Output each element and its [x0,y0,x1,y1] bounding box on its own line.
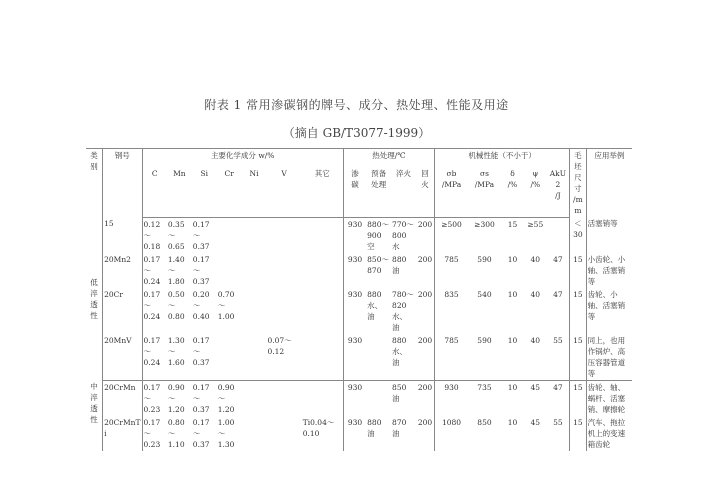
delta-header: δ /% [501,167,524,217]
use-cell: 汽车、拖拉 机上的变速 箱齿轮 [587,417,626,449]
header-row-2 [86,167,632,217]
delta-cell: 15 [507,219,518,229]
blank-size-cell: 15 [570,334,587,381]
ni-header: Ni [242,167,267,217]
si-cell: 0.17～ 0.37 [192,417,210,449]
steel-table [86,148,632,451]
aku-cell: 55 [547,334,570,381]
sigma-b-cell: ≥500 [441,219,462,229]
c-cell: 0.17～ 0.24 [143,254,161,286]
mn-cell: 0.80～ 1.10 [167,417,185,449]
si-cell: 0.17～ 0.37 [192,334,217,381]
pre-treatment-cell [366,380,391,416]
cr-cell [217,334,242,381]
cr-cell: 0.70～ 1.00 [217,289,235,321]
pre-treatment-cell: 880～ 900 空 [367,219,389,251]
delta-cell: 10 [507,289,518,299]
mn-cell: 0.50～ 0.80 [167,289,185,321]
mn-cell: 0.90～ 1.20 [167,382,185,414]
use-cell: 同上，也用 作锅炉、高 压容器管道 等 [586,334,632,381]
sigma-s-header: σs /MPa [468,167,501,217]
blank-size-cell: ＜ 30 [570,217,587,253]
quench-cell: 870 油 [392,417,407,438]
cr-cell [217,217,242,253]
psi-cell: 45 [530,382,541,392]
aku-cell: 47 [547,288,570,334]
mn-cell: 1.40～ 1.80 [167,254,185,286]
other-cell [302,380,344,416]
sigma-s-cell: 590 [468,334,501,381]
si-cell: 0.20～ 0.40 [192,289,210,321]
delta-cell: 10 [501,334,524,381]
ni-cell [242,253,267,288]
cr-cell [217,253,242,288]
si-cell: 0.17～ 0.37 [192,219,210,251]
aku-cell: 47 [547,380,570,416]
carburize-cell: 930 [343,334,366,381]
use-cell: 活塞销等 [587,219,618,228]
cr-header: Cr [217,167,242,217]
quench-cell: 850 油 [392,382,407,403]
grade-cell: 20CrMnTi [103,416,142,451]
mn-header: Mn [167,167,192,217]
quench-cell: 770～ 800 水 [392,219,414,251]
category-cell: 中 淬 透 性 [86,380,103,451]
blank-size-cell: 15 [570,253,587,288]
si-header: Si [192,167,217,217]
other-cell [302,288,344,334]
pre-treatment-cell: 880 油 [367,417,382,438]
other-cell [302,334,344,381]
temper-cell: 200 [416,334,435,381]
mechanical-header: 机械性能（不小于） [435,149,570,168]
header-row-1 [86,149,632,168]
v-cell [266,416,301,451]
psi-header: ψ /% [524,167,547,217]
use-cell: 齿轮、轴、 蜗杆、活塞 销、摩擦轮 [587,382,626,414]
mn-cell: 1.30～ 1.60 [167,334,192,381]
mn-cell: 0.35～ 0.65 [167,219,185,251]
carburize-cell: 930 [347,254,363,264]
use-cell: 小齿轮、小 轴、活塞销 等 [587,254,626,286]
grade-cell: 20Mn2 [103,253,142,288]
si-cell: 0.17～ 0.37 [192,254,210,286]
sigma-b-header: σb /MPa [435,167,468,217]
use-header: 应用举例 [586,149,632,218]
quench-header: 淬火 [391,167,416,217]
v-cell [266,217,301,253]
quench-cell: 780～ 820 水、 油 [392,289,414,332]
v-header: V [266,167,301,217]
v-cell: 0.07～ 0.12 [266,334,301,381]
c-cell: 0.17～ 0.24 [143,289,161,321]
ni-cell [242,334,267,381]
table-row [86,416,632,451]
carburize-header: 渗 碳 [343,167,366,217]
c-cell: 0.17～ 0.24 [142,334,167,381]
table-subtitle: （摘自 GB/T3077-1999） [282,126,431,140]
sigma-b-cell: 1080 [441,417,462,427]
table-row [86,380,632,416]
temper-header: 回 火 [416,167,435,217]
temper-cell: 200 [416,380,435,416]
quench-cell: 880 油 [392,254,407,275]
psi-cell: 45 [530,417,541,427]
blank-size-header: 毛 坯 尺 寸 /mm [570,149,587,218]
sigma-s-cell: 590 [477,254,492,264]
pre-treatment-cell: 880 水、 油 [367,289,383,321]
grade-cell: 20CrMn [103,380,142,416]
blank-size-cell: 15 [570,416,587,451]
carburize-cell: 930 [347,289,363,299]
cr-cell: 0.90～ 1.20 [217,382,235,414]
v-cell [266,288,301,334]
temper-cell: 200 [416,288,435,334]
table-row [86,253,632,288]
other-cell [302,217,344,253]
psi-cell: 40 [530,254,541,264]
temper-cell: 200 [416,217,435,253]
delta-cell: 10 [507,417,518,427]
sigma-b-cell: 785 [444,254,459,264]
ni-cell [242,416,267,451]
carburize-cell: 930 [347,417,363,427]
v-cell [266,380,301,416]
carburize-cell: 930 [347,219,363,229]
delta-cell: 10 [507,382,518,392]
category-cell: 低 淬 透 性 [86,217,103,380]
quench-cell: 880 水、 油 [391,334,416,381]
grade-header: 钢号 [103,149,142,218]
use-cell: 齿轮、小 轴、活塞销 等 [587,289,626,321]
psi-cell: 40 [524,334,547,381]
v-cell [266,253,301,288]
sigma-s-cell: 735 [477,382,492,392]
pre-treatment-header: 预备 处理 [366,167,391,217]
c-cell: 0.17～ 0.23 [143,382,161,414]
table-row [86,217,632,253]
ni-cell [242,288,267,334]
delta-cell: 10 [507,254,518,264]
blank-size-cell: 15 [570,380,587,416]
pre-treatment-cell [366,334,391,381]
temper-cell: 200 [416,416,435,451]
c-cell: 0.17～ 0.23 [143,417,161,449]
ni-cell [242,380,267,416]
sigma-b-cell: 835 [444,289,459,299]
pre-treatment-cell: 850～ 870 [367,254,389,275]
composition-header: 主要化学成分 w/% [142,149,343,168]
psi-cell: 40 [530,289,541,299]
temper-cell: 200 [416,253,435,288]
carburize-cell: 930 [347,382,363,392]
blank-size-cell: 15 [570,288,587,334]
other-cell [302,253,344,288]
sigma-b-cell: 785 [435,334,468,381]
sigma-s-cell: 540 [477,289,492,299]
grade-cell: 20MnV [103,334,142,381]
sigma-s-cell: ≥300 [474,219,495,229]
table-row [86,334,632,381]
heat-treatment-header: 热处理/℃ [343,149,434,168]
category-header: 类 别 [86,149,103,218]
aku-header: AkU2 /J [547,167,570,217]
other-cell: Ti0.04～ 0.10 [302,416,344,451]
cr-cell: 1.00～ 1.30 [217,417,235,449]
c-header: C [142,167,167,217]
sigma-b-cell: 930 [444,382,459,392]
aku-cell: 55 [547,416,570,451]
grade-cell: 20Cr [103,288,142,334]
table-row [86,288,632,334]
psi-cell: ≥55 [527,219,544,229]
aku-cell: 47 [547,253,570,288]
table-title: 附表 1 常用渗碳钢的牌号、成分、热处理、性能及用途 [204,98,509,112]
ni-cell [242,217,267,253]
si-cell: 0.17～ 0.37 [192,382,210,414]
grade-cell: 15 [103,217,142,253]
sigma-s-cell: 850 [477,417,492,427]
c-cell: 0.12～ 0.18 [143,219,161,251]
other-header: 其它 [302,167,344,217]
aku-cell [547,217,570,253]
